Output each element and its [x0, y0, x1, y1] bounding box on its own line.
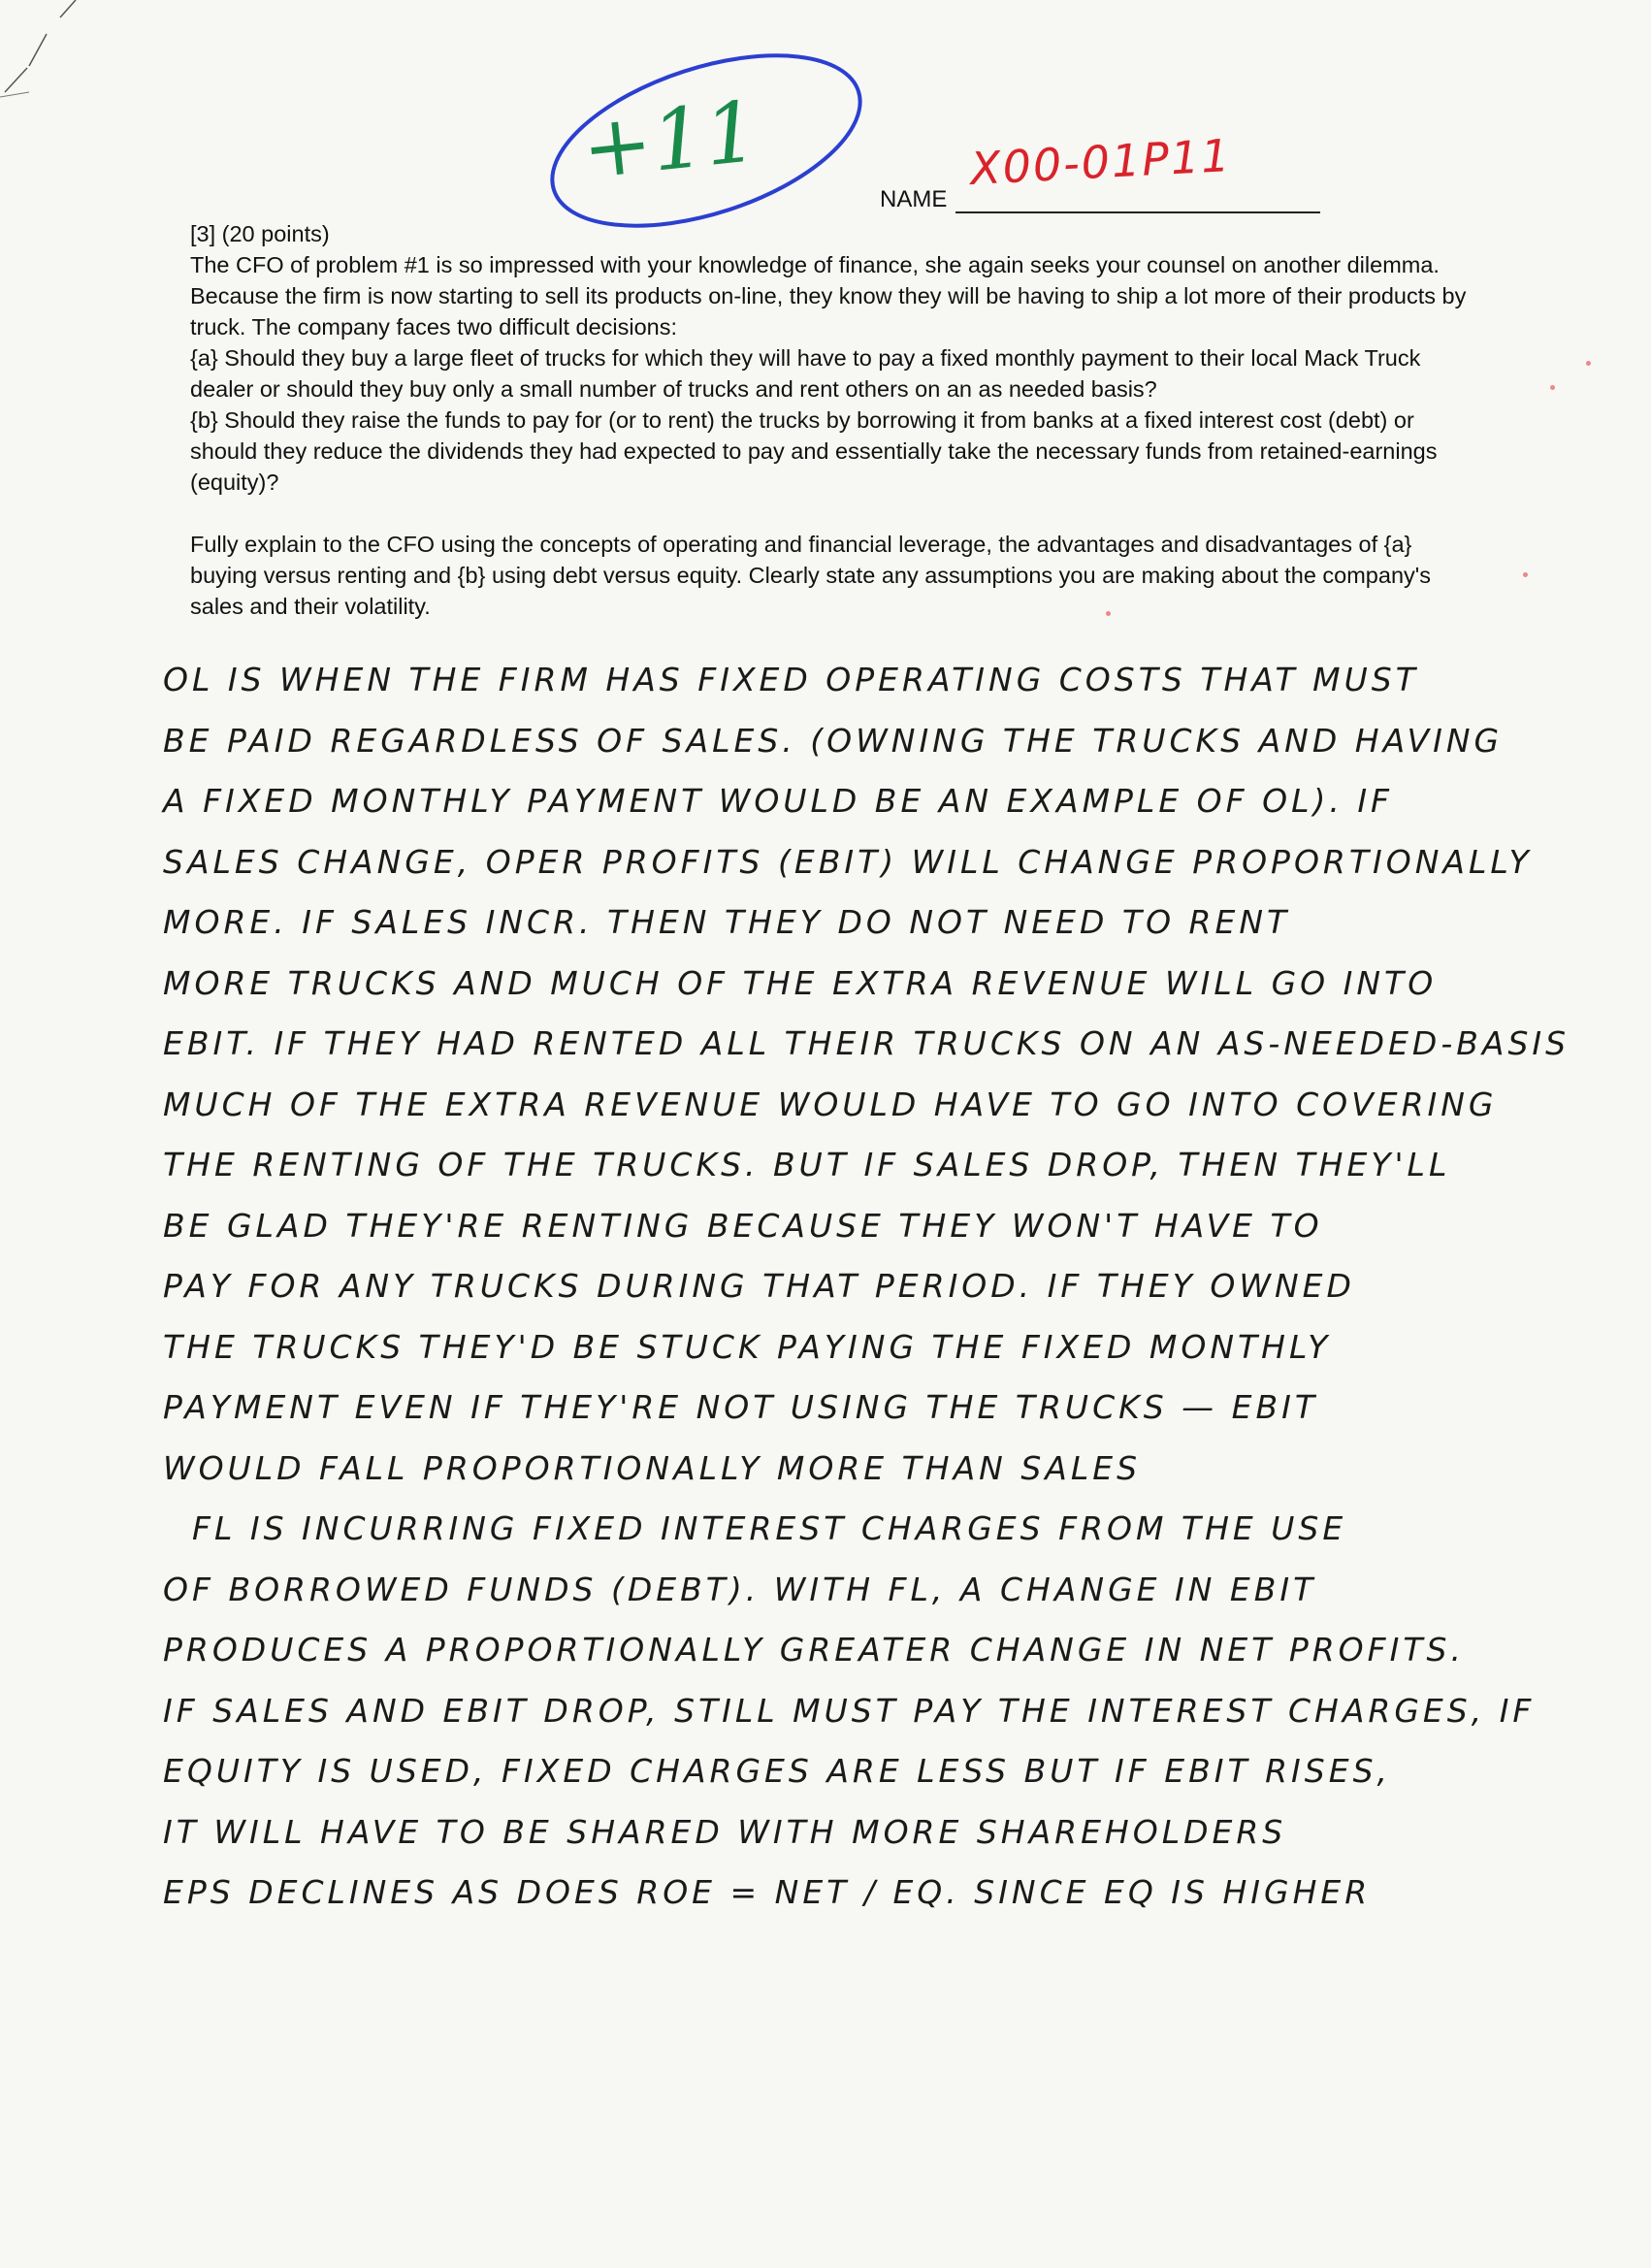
grade-score: +11 — [577, 82, 763, 199]
name-blank-line — [955, 211, 1320, 213]
answer-line: FL IS INCURRING FIXED INTEREST CHARGES FROM THE USE — [192, 1509, 1347, 1547]
question-part-b: {b} Should they raise the funds to pay for (or to rent) the trucks by borrowing it from banks at a fixed interest cost (debt) or should they reduce the dividends they had expected to pay and essentially take the necessary funds from retained-earnings (equity)? — [190, 407, 1438, 495]
ink-speck — [1523, 572, 1528, 577]
answer-line: BE PAID REGARDLESS OF SALES. (OWNING THE TRUCKS AND HAVING — [163, 721, 1504, 760]
answer-line: MORE TRUCKS AND MUCH OF THE EXTRA REVENUE WILL GO INTO — [163, 963, 1438, 1002]
ink-speck — [1586, 361, 1591, 366]
answer-line: A FIXED MONTHLY PAYMENT WOULD BE AN EXAMPLE OF OL). IF — [163, 782, 1394, 820]
ink-speck — [1106, 611, 1111, 616]
answer-line: MORE. IF SALES INCR. THEN THEY DO NOT NEED TO RENT — [163, 903, 1291, 941]
answer-line: OF BORROWED FUNDS (DEBT). WITH FL, A CHANGE IN EBIT — [163, 1570, 1317, 1608]
answer-line: MUCH OF THE EXTRA REVENUE WOULD HAVE TO GO INTO COVERING — [163, 1085, 1498, 1123]
answer-line: EBIT. IF THEY HAD RENTED ALL THEIR TRUCKS ON AN AS-NEEDED-BASIS — [163, 1024, 1570, 1062]
student-id: X00-01P11 — [968, 128, 1233, 196]
answer-line: IT WILL HAVE TO BE SHARED WITH MORE SHAREHOLDERS — [163, 1812, 1287, 1851]
question-number: [3] (20 points) — [190, 221, 330, 246]
answer-line: WOULD FALL PROPORTIONALLY MORE THAN SALES — [163, 1448, 1142, 1487]
answer-line: PRODUCES A PROPORTIONALLY GREATER CHANGE IN NET PROFITS. — [163, 1631, 1465, 1669]
name-label: NAME — [880, 186, 948, 212]
answer-line: IF SALES AND EBIT DROP, STILL MUST PAY THE INTEREST CHARGES, IF — [163, 1691, 1536, 1730]
corner-fold-mark — [0, 0, 116, 116]
handwritten-answer — [163, 650, 1599, 1924]
question-paragraph: The CFO of problem #1 is so impressed with your knowledge of finance, she again seeks your counsel on another dilemma. Because the firm is now starting to sell its products on-line, they know they will be having to ship a lot more of their products by truck. The company faces two difficult decisions: — [190, 252, 1467, 340]
answer-line: EPS DECLINES AS DOES ROE = NET / EQ. SINCE EQ IS HIGHER — [163, 1873, 1372, 1911]
answer-line: PAY FOR ANY TRUCKS DURING THAT PERIOD. IF THEY OWNED — [163, 1267, 1355, 1305]
answer-line: PAYMENT EVEN IF THEY'RE NOT USING THE TRUCKS — EBIT — [163, 1388, 1319, 1426]
answer-line: THE TRUCKS THEY'D BE STUCK PAYING THE FIXED MONTHLY — [163, 1327, 1332, 1366]
answer-line: THE RENTING OF THE TRUCKS. BUT IF SALES DROP, THEN THEY'LL — [163, 1146, 1451, 1183]
ink-speck — [1550, 385, 1555, 390]
answer-line: OL IS WHEN THE FIRM HAS FIXED OPERATING COSTS THAT MUST — [163, 661, 1419, 698]
answer-line: SALES CHANGE, OPER PROFITS (EBIT) WILL CHANGE PROPORTIONALLY — [163, 842, 1533, 881]
answer-line: BE GLAD THEY'RE RENTING BECAUSE THEY WON'T HAVE TO — [163, 1206, 1323, 1245]
answer-line: EQUITY IS USED, FIXED CHARGES ARE LESS BUT IF EBIT RISES, — [163, 1752, 1392, 1790]
question-instructions: Fully explain to the CFO using the concepts of operating and financial leverage, the advantages and disadvantages of {a} buying versus renting and {b} using debt versus equity. Clearly state any assumptions you are making about the company's sales and their volatility. — [190, 532, 1432, 619]
question-block — [190, 218, 1473, 622]
question-part-a: {a} Should they buy a large fleet of trucks for which they will have to pay a fixed monthly payment to their local Mack Truck dealer or should they buy only a small number of trucks and rent others on an as needed basis? — [190, 345, 1421, 402]
